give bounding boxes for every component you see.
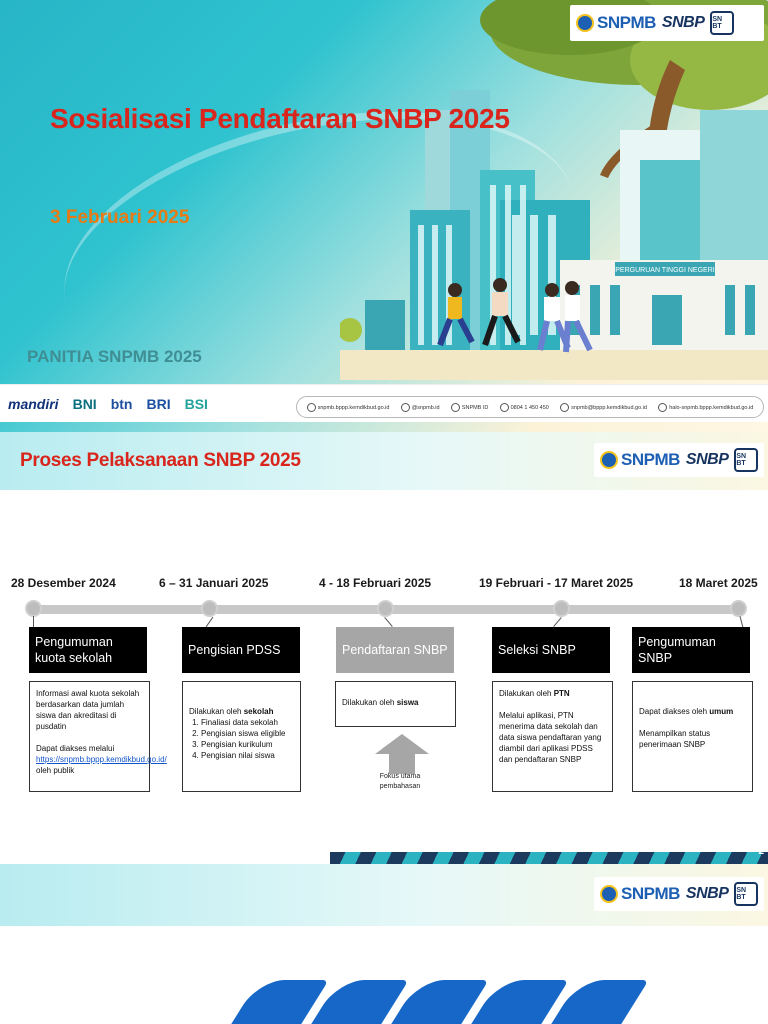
desc-text: Dapat diakses oleh umum	[639, 707, 734, 716]
list-item: 4. Pengisian nilai siswa	[201, 750, 294, 761]
process-slide	[0, 432, 768, 864]
decorative-stripe	[221, 980, 328, 1024]
page-number: 2	[758, 846, 764, 857]
desc-text: Dapat diakses melalui https://snpmb.bppp.kemdikbud.go.id/ oleh publik	[36, 744, 167, 775]
desc-pengumuman-snbp	[632, 681, 753, 792]
footer-stripe	[330, 852, 768, 864]
snbp-logo: SNBP	[685, 885, 729, 902]
phase-pendaftaran-snbp: Pendaftaran SNBP	[336, 627, 454, 673]
list-item: 3. Pengisian kurikulum	[201, 739, 294, 750]
timeline-date: 4 - 18 Februari 2025	[319, 576, 432, 590]
list-item: 2. Pengisian siswa eligible	[201, 728, 294, 739]
snbp-logo: SNBP	[661, 14, 705, 31]
headset-icon	[658, 403, 667, 412]
phase-pengisian-pdss: Pengisian PDSS	[182, 627, 300, 673]
desc-text: Melalui aplikasi, PTN menerima data sekolah dan data siswa pendaftaran yang diambil dari aplikasi PDSS dan pendaftaran SNBP	[499, 711, 602, 764]
logo-panel	[594, 443, 764, 477]
kemdikbud-emblem-icon	[576, 14, 594, 32]
focus-note: Fokus utama pembahasan	[379, 773, 421, 790]
sponsor-bni: BNI	[72, 395, 97, 412]
snbt-logo: SN BT	[734, 448, 758, 472]
desc-pengumuman-kuota	[29, 681, 167, 792]
desc-pendaftaran-snbp	[335, 681, 456, 727]
organizer-label: PANITIA SNPMB 2025	[27, 347, 202, 366]
sponsor-bsi: BSI	[184, 395, 208, 412]
timeline-dot	[730, 600, 747, 617]
next-slide	[0, 864, 768, 1024]
desc-text: Informasi awal kuota sekolah berdasarkan data jumlah siswa dan akreditasi di pusdatin	[36, 689, 140, 731]
sponsor-mandiri: mandiri	[8, 395, 59, 412]
contact-email: snpmb@bppp.kemdikbud.go.id	[560, 403, 647, 412]
connector	[206, 617, 214, 627]
timeline-date: 19 Februari - 17 Maret 2025	[479, 576, 634, 590]
slide-header	[0, 432, 768, 490]
timeline-date: 6 – 31 Januari 2025	[159, 576, 269, 590]
snpmb-logo: SNPMB	[600, 450, 680, 470]
building-sign: PERGURUAN TINGGI NEGERI	[615, 267, 715, 274]
sponsor-bri: BRI	[146, 395, 171, 412]
desc-text: Dilakukan oleh PTN	[499, 689, 570, 698]
focus-arrow-up-icon	[375, 734, 429, 774]
slide-title: Sosialisasi Pendaftaran SNBP 2025	[50, 103, 510, 134]
contact-helpdesk: halo-snpmb.bppp.kemdikbud.go.id	[658, 403, 753, 412]
timeline-dot	[553, 600, 570, 617]
mail-icon	[560, 403, 569, 412]
desc-text: Menampilkan status penerimaan SNBP	[639, 729, 711, 749]
contact-youtube: SNPMB ID	[451, 403, 489, 412]
snbp-logo: SNBP	[685, 451, 729, 468]
youtube-icon	[451, 403, 460, 412]
globe-icon	[307, 403, 316, 412]
desc-text: Dilakukan oleh siswa	[342, 698, 419, 707]
snpmb-logo: SNPMB	[576, 13, 656, 33]
instagram-icon	[401, 403, 410, 412]
snpmb-link[interactable]: https://snpmb.bppp.kemdikbud.go.id/	[36, 755, 167, 764]
campus-illustration	[340, 0, 768, 380]
list-item: 1. Finaliasi data sekolah	[201, 717, 294, 728]
snbt-logo: SN BT	[710, 11, 734, 35]
timeline-date: 18 Maret 2025	[679, 576, 758, 590]
desc-seleksi-snbp	[492, 681, 613, 792]
timeline-dot	[25, 600, 42, 617]
slide-date: 3 Februari 2025	[50, 207, 190, 228]
logo-panel	[594, 877, 764, 911]
slide-title: Proses Pelaksanaan SNBP 2025	[20, 450, 301, 471]
snbt-logo: SN BT	[734, 882, 758, 906]
timeline-date: 28 Desember 2024	[11, 576, 116, 590]
connector	[553, 617, 561, 627]
contact-bar	[296, 396, 764, 418]
desc-text: Dilakukan oleh sekolah	[189, 707, 274, 716]
slide-header	[0, 864, 768, 926]
phase-pengumuman-kuota: Pengumuman kuota sekolah	[29, 627, 147, 673]
contact-phone: 0804 1 450 450	[500, 403, 549, 412]
phase-seleksi-snbp: Seleksi SNBP	[492, 627, 610, 673]
logo-panel	[570, 5, 764, 41]
title-slide	[0, 0, 768, 432]
sponsor-btn: btn	[110, 395, 133, 412]
connector	[384, 617, 392, 627]
snpmb-logo: SNPMB	[600, 884, 680, 904]
desc-pengisian-pdss	[182, 681, 301, 792]
timeline-dot	[377, 600, 394, 617]
timeline-dot	[201, 600, 218, 617]
contact-social: @snpmb.id	[401, 403, 440, 412]
phone-icon	[500, 403, 509, 412]
pdss-task-list	[201, 717, 294, 761]
contact-website: snpmb.bppp.kemdikbud.go.id	[307, 403, 390, 412]
phase-pengumuman-snbp: Pengumuman SNBP	[632, 627, 750, 673]
kemdikbud-emblem-icon	[600, 451, 618, 469]
kemdikbud-emblem-icon	[600, 885, 618, 903]
